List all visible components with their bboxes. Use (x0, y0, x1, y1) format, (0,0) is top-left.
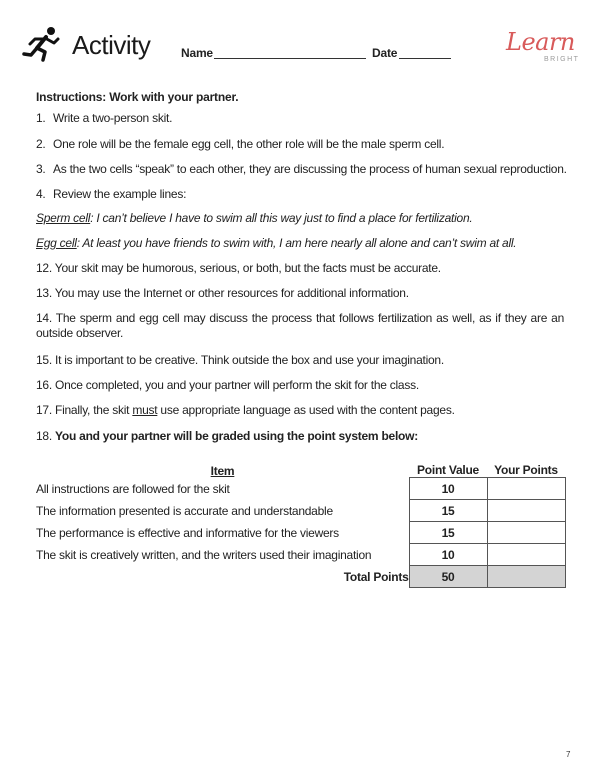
list-item: 4. Review the example lines: (36, 187, 187, 201)
table-row (36, 478, 565, 500)
list-item: 14. The sperm and egg cell may discuss the process that follows fertilization as well, as if they are an outside observer. (36, 311, 564, 340)
example-line-sperm: Sperm cell: I can’t believe I have to swim all this way just to find a place for fertilization. (36, 211, 473, 225)
learn-bright-logo: Learn (506, 28, 575, 56)
name-field[interactable] (214, 58, 366, 59)
row-your-points[interactable] (487, 522, 565, 544)
table-row (36, 500, 565, 522)
logo-subtitle: BRIGHT (544, 56, 580, 63)
activity-title: Activity (72, 30, 151, 60)
row-point-value: 10 (409, 544, 487, 566)
header-item: Item (210, 463, 235, 478)
list-item: 18. You and your partner will be graded using the point system below: (36, 429, 418, 443)
row-point-value: 10 (409, 478, 487, 500)
list-item: 3. As the two cells “speak” to each other, they are discussing the process of human sexual reproduction. (36, 162, 567, 176)
row-item: The performance is effective and informative for the viewers (36, 525, 339, 540)
header-point-value: Point Value (417, 463, 479, 477)
speaker-label: Egg cell (36, 236, 77, 250)
list-item: 15. It is important to be creative. Think outside the box and use your imagination. (36, 353, 444, 367)
date-label: Date (372, 46, 398, 60)
row-your-points[interactable] (487, 544, 565, 566)
speaker-label: Sperm cell (36, 211, 91, 225)
date-field[interactable] (399, 58, 451, 59)
row-point-value: 15 (409, 500, 487, 522)
list-item: 1. Write a two-person skit. (36, 111, 173, 125)
list-item: 2. One role will be the female egg cell, the other role will be the male sperm cell. (36, 137, 445, 151)
row-item: The skit is creatively written, and the writers used their imagination (36, 547, 372, 562)
total-point-value: 50 (409, 566, 487, 588)
table-row (36, 544, 565, 566)
row-item: The information presented is accurate and understandable (36, 503, 333, 518)
table-row (36, 522, 565, 544)
total-row (36, 566, 565, 588)
instructions-heading: Instructions: Work with your partner. (36, 90, 239, 104)
page-number: 7 (566, 750, 571, 759)
row-point-value: 15 (409, 522, 487, 544)
row-item: All instructions are followed for the skit (36, 481, 230, 496)
list-item: 13. You may use the Internet or other resources for additional information. (36, 286, 409, 300)
list-item: 17. Finally, the skit must use appropriate language as used with the content pages. (36, 403, 455, 417)
header-your-points: Your Points (494, 463, 558, 477)
total-label: Total Points (343, 569, 409, 584)
example-line-egg: Egg cell: At least you have friends to swim with, I am here nearly all alone and can’t swim at all. (36, 236, 517, 250)
list-item: 12. Your skit may be humorous, serious, or both, but the facts must be accurate. (36, 261, 441, 275)
row-your-points[interactable] (487, 478, 565, 500)
total-your-points[interactable] (487, 566, 565, 588)
name-label: Name (181, 46, 213, 60)
row-your-points[interactable] (487, 500, 565, 522)
grading-table (36, 456, 566, 588)
list-item: 16. Once completed, you and your partner will perform the skit for the class. (36, 378, 419, 392)
running-person-icon (22, 26, 62, 62)
table-header-row (36, 456, 565, 478)
